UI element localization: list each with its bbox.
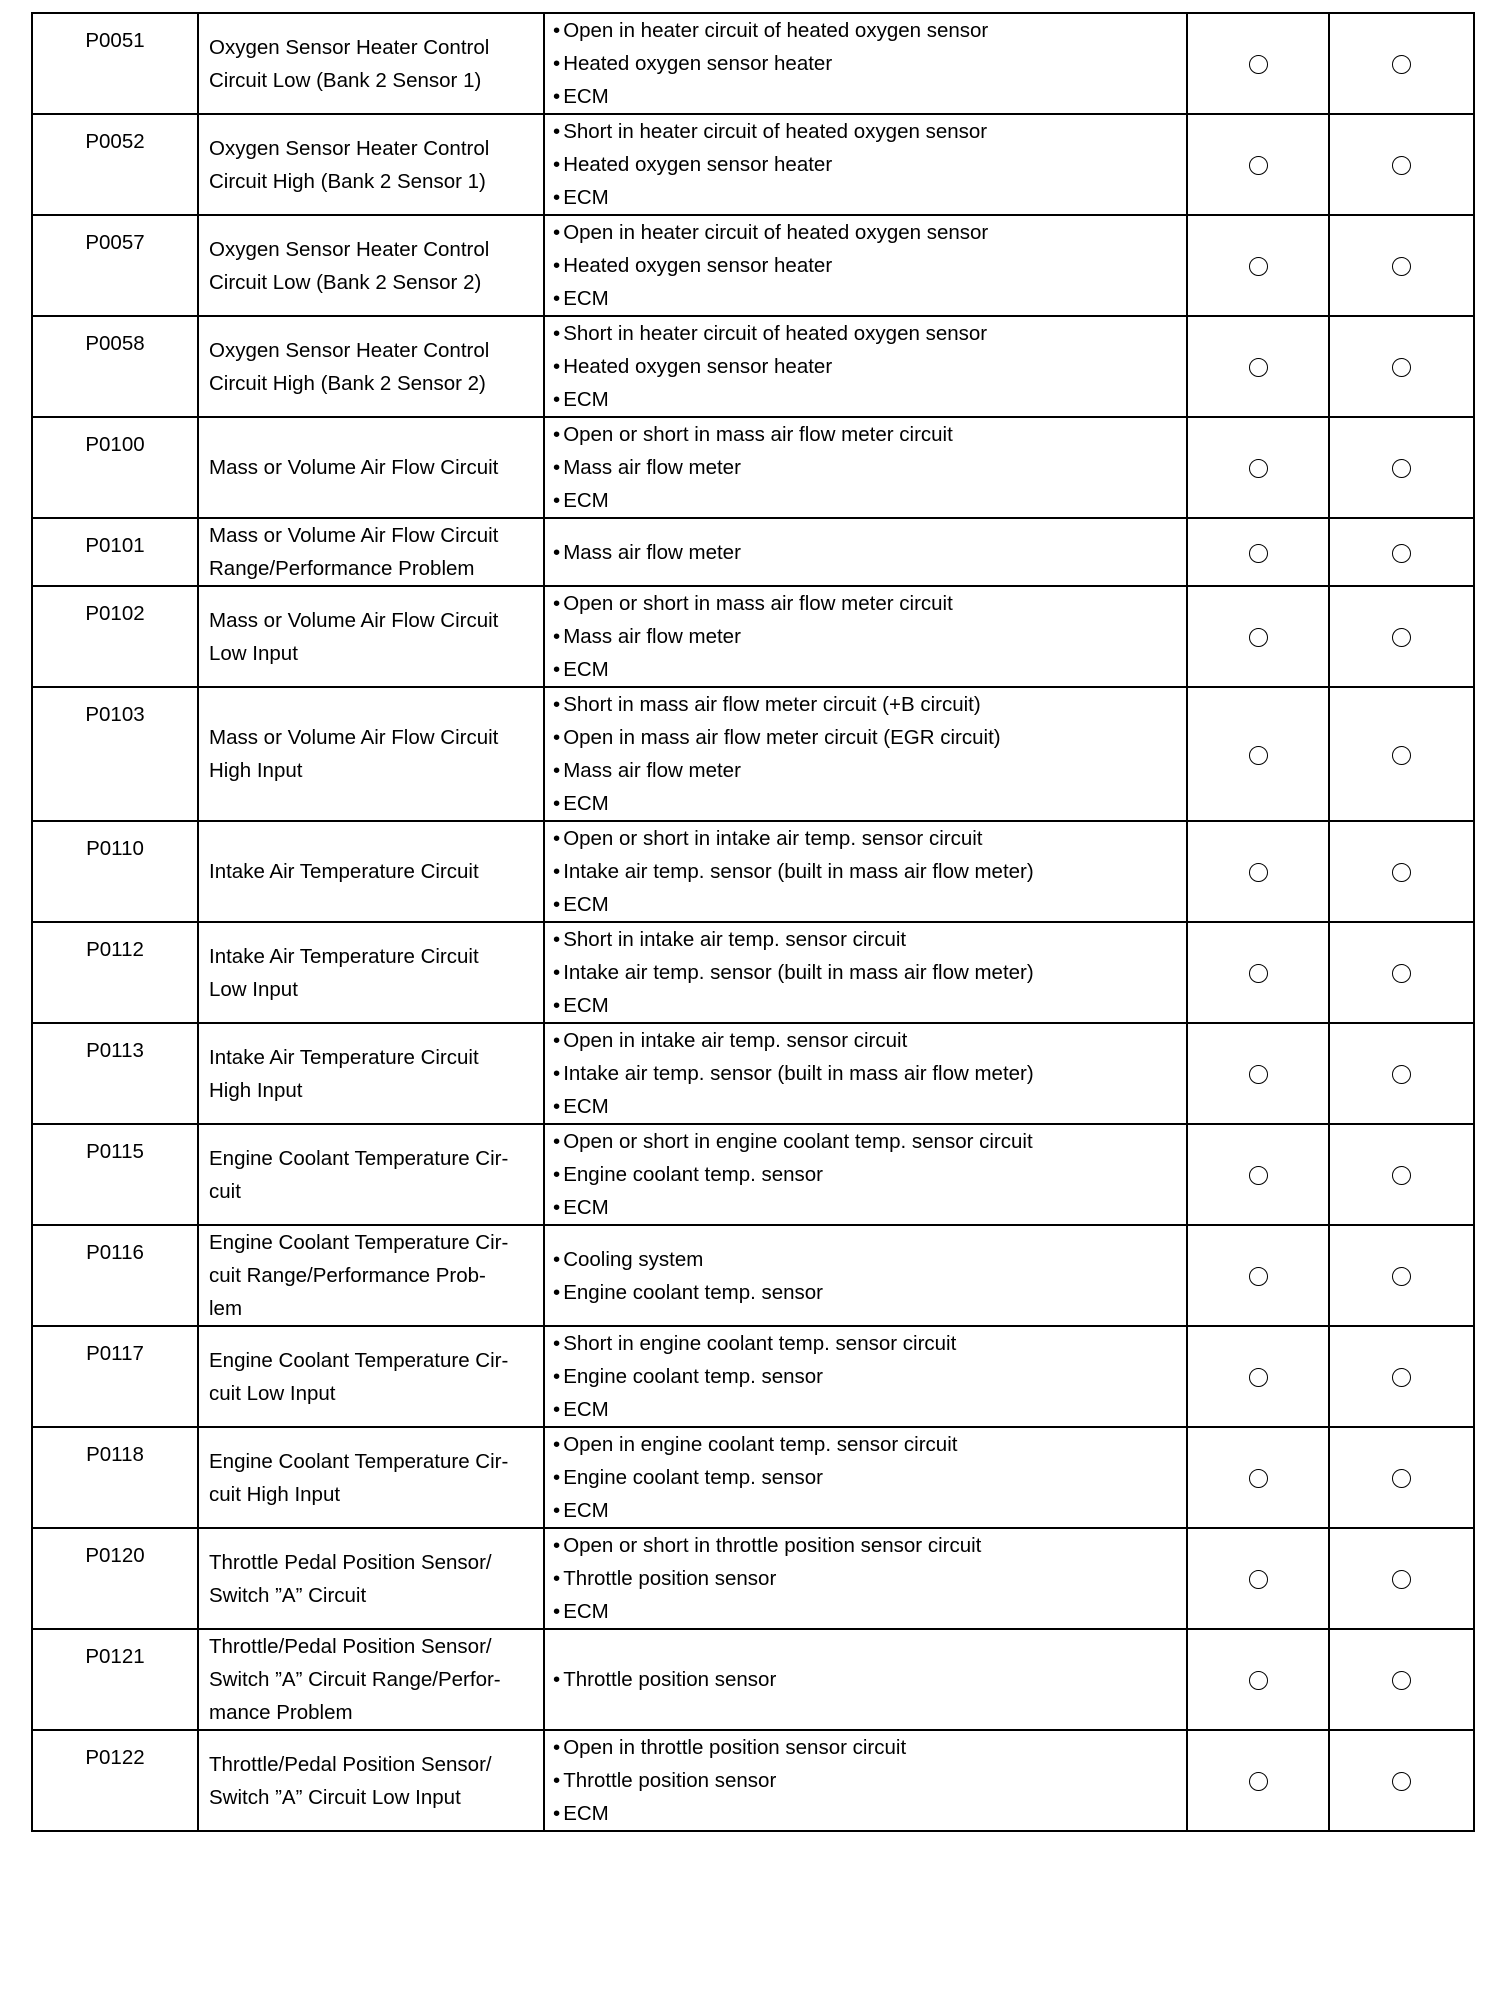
trouble-area-list <box>544 114 1187 215</box>
dtc-code: P0058 <box>32 316 198 417</box>
mil-circle-icon <box>1249 863 1268 882</box>
trouble-area-item: • Open or short in intake air temp. sensor circuit <box>553 822 1186 855</box>
memory-circle-icon <box>1392 964 1411 983</box>
memory-cell <box>1329 1023 1474 1124</box>
mil-circle-icon <box>1249 1772 1268 1791</box>
dtc-code: P0113 <box>32 1023 198 1124</box>
trouble-area-item: • ECM <box>553 1595 1186 1628</box>
trouble-area-item: • ECM <box>553 1191 1186 1224</box>
dtc-code: P0112 <box>32 922 198 1023</box>
memory-circle-icon <box>1392 1166 1411 1185</box>
detection-item: Engine Coolant Temperature Cir- cuit <box>198 1124 544 1225</box>
trouble-area-list <box>544 821 1187 922</box>
mil-circle-icon <box>1249 1368 1268 1387</box>
memory-circle-icon <box>1392 746 1411 765</box>
table-row <box>32 1629 1474 1730</box>
table-row <box>32 114 1474 215</box>
trouble-area-item: • Open or short in throttle position sensor circuit <box>553 1529 1186 1562</box>
trouble-area-item: • ECM <box>553 484 1186 517</box>
mil-cell <box>1187 1023 1329 1124</box>
detection-item: Mass or Volume Air Flow Circuit High Input <box>198 687 544 821</box>
trouble-area-item: • ECM <box>553 181 1186 214</box>
trouble-area-item: • Open or short in mass air flow meter circuit <box>553 418 1186 451</box>
table-row <box>32 821 1474 922</box>
memory-cell <box>1329 1528 1474 1629</box>
trouble-area-item: • ECM <box>553 80 1186 113</box>
mil-cell <box>1187 1225 1329 1326</box>
mil-cell <box>1187 821 1329 922</box>
memory-circle-icon <box>1392 156 1411 175</box>
detection-item: Mass or Volume Air Flow Circuit <box>198 417 544 518</box>
memory-cell <box>1329 1225 1474 1326</box>
trouble-area-item: • Mass air flow meter <box>553 451 1186 484</box>
mil-cell <box>1187 215 1329 316</box>
table-row <box>32 316 1474 417</box>
table-row <box>32 687 1474 821</box>
memory-cell <box>1329 922 1474 1023</box>
trouble-area-item: • Open or short in engine coolant temp. sensor circuit <box>553 1125 1186 1158</box>
trouble-area-item: • Open in heater circuit of heated oxygen sensor <box>553 14 1186 47</box>
trouble-area-list <box>544 1528 1187 1629</box>
trouble-area-item: • ECM <box>553 1090 1186 1123</box>
dtc-code: P0051 <box>32 13 198 114</box>
memory-circle-icon <box>1392 1671 1411 1690</box>
mil-circle-icon <box>1249 964 1268 983</box>
trouble-area-item: • Short in heater circuit of heated oxygen sensor <box>553 317 1186 350</box>
memory-cell <box>1329 417 1474 518</box>
trouble-area-item: • Heated oxygen sensor heater <box>553 47 1186 80</box>
mil-cell <box>1187 114 1329 215</box>
trouble-area-item: • Cooling system <box>553 1243 1186 1276</box>
trouble-area-list <box>544 518 1187 586</box>
trouble-area-item: • Open in mass air flow meter circuit (EGR circuit) <box>553 721 1186 754</box>
trouble-area-item: • ECM <box>553 1393 1186 1426</box>
trouble-area-item: • ECM <box>553 383 1186 416</box>
dtc-code: P0052 <box>32 114 198 215</box>
memory-cell <box>1329 1629 1474 1730</box>
dtc-code: P0121 <box>32 1629 198 1730</box>
mil-cell <box>1187 1730 1329 1831</box>
dtc-code: P0110 <box>32 821 198 922</box>
memory-circle-icon <box>1392 863 1411 882</box>
detection-item: Intake Air Temperature Circuit Low Input <box>198 922 544 1023</box>
trouble-area-item: • Short in heater circuit of heated oxygen sensor <box>553 115 1186 148</box>
memory-cell <box>1329 821 1474 922</box>
trouble-area-item: • ECM <box>553 888 1186 921</box>
mil-circle-icon <box>1249 1570 1268 1589</box>
table-row <box>32 13 1474 114</box>
table-row <box>32 1225 1474 1326</box>
mil-circle-icon <box>1249 257 1268 276</box>
table-row <box>32 922 1474 1023</box>
memory-circle-icon <box>1392 628 1411 647</box>
trouble-area-item: • Intake air temp. sensor (built in mass air flow meter) <box>553 855 1186 888</box>
memory-cell <box>1329 114 1474 215</box>
trouble-area-list <box>544 215 1187 316</box>
trouble-area-item: • Short in mass air flow meter circuit (+B circuit) <box>553 688 1186 721</box>
table-row <box>32 1730 1474 1831</box>
detection-item: Intake Air Temperature Circuit High Input <box>198 1023 544 1124</box>
table-row <box>32 1023 1474 1124</box>
mil-cell <box>1187 1326 1329 1427</box>
dtc-code: P0102 <box>32 586 198 687</box>
mil-cell <box>1187 417 1329 518</box>
detection-item: Throttle/Pedal Position Sensor/ Switch ”A” Circuit Low Input <box>198 1730 544 1831</box>
memory-cell <box>1329 586 1474 687</box>
memory-circle-icon <box>1392 257 1411 276</box>
mil-cell <box>1187 1629 1329 1730</box>
trouble-area-list <box>544 1023 1187 1124</box>
trouble-area-list <box>544 1629 1187 1730</box>
trouble-area-item: • ECM <box>553 282 1186 315</box>
trouble-area-list <box>544 586 1187 687</box>
mil-cell <box>1187 687 1329 821</box>
table-row <box>32 518 1474 586</box>
trouble-area-item: • ECM <box>553 653 1186 686</box>
trouble-area-item: • Heated oxygen sensor heater <box>553 148 1186 181</box>
trouble-area-item: • Open in heater circuit of heated oxygen sensor <box>553 216 1186 249</box>
trouble-area-item: • ECM <box>553 1494 1186 1527</box>
mil-cell <box>1187 922 1329 1023</box>
trouble-area-item: • ECM <box>553 787 1186 820</box>
detection-item: Engine Coolant Temperature Cir- cuit Low Input <box>198 1326 544 1427</box>
memory-cell <box>1329 215 1474 316</box>
dtc-code: P0057 <box>32 215 198 316</box>
mil-cell <box>1187 586 1329 687</box>
trouble-area-item: • Engine coolant temp. sensor <box>553 1158 1186 1191</box>
mil-circle-icon <box>1249 1166 1268 1185</box>
mil-circle-icon <box>1249 1469 1268 1488</box>
memory-circle-icon <box>1392 358 1411 377</box>
trouble-area-item: • Open in intake air temp. sensor circuit <box>553 1024 1186 1057</box>
detection-item: Oxygen Sensor Heater Control Circuit Low (Bank 2 Sensor 1) <box>198 13 544 114</box>
trouble-area-item: • Intake air temp. sensor (built in mass air flow meter) <box>553 956 1186 989</box>
mil-cell <box>1187 518 1329 586</box>
trouble-area-item: • Engine coolant temp. sensor <box>553 1461 1186 1494</box>
mil-cell <box>1187 1124 1329 1225</box>
trouble-area-list <box>544 417 1187 518</box>
trouble-area-list <box>544 922 1187 1023</box>
detection-item: Oxygen Sensor Heater Control Circuit High (Bank 2 Sensor 1) <box>198 114 544 215</box>
trouble-area-item: • Short in engine coolant temp. sensor circuit <box>553 1327 1186 1360</box>
memory-circle-icon <box>1392 55 1411 74</box>
detection-item: Engine Coolant Temperature Cir- cuit High Input <box>198 1427 544 1528</box>
trouble-area-item: • Heated oxygen sensor heater <box>553 249 1186 282</box>
memory-cell <box>1329 1326 1474 1427</box>
memory-cell <box>1329 687 1474 821</box>
trouble-area-list <box>544 1326 1187 1427</box>
mil-circle-icon <box>1249 628 1268 647</box>
memory-circle-icon <box>1392 1772 1411 1791</box>
trouble-area-item: • Throttle position sensor <box>553 1663 1186 1696</box>
mil-cell <box>1187 13 1329 114</box>
trouble-area-item: • Mass air flow meter <box>553 754 1186 787</box>
memory-cell <box>1329 518 1474 586</box>
trouble-area-item: • Engine coolant temp. sensor <box>553 1360 1186 1393</box>
detection-item: Oxygen Sensor Heater Control Circuit Low (Bank 2 Sensor 2) <box>198 215 544 316</box>
trouble-area-item: • ECM <box>553 989 1186 1022</box>
table-row <box>32 1124 1474 1225</box>
detection-item: Throttle/Pedal Position Sensor/ Switch ”A” Circuit Range/Perfor- mance Problem <box>198 1629 544 1730</box>
detection-item: Intake Air Temperature Circuit <box>198 821 544 922</box>
dtc-code: P0100 <box>32 417 198 518</box>
trouble-area-item: • Engine coolant temp. sensor <box>553 1276 1186 1309</box>
memory-circle-icon <box>1392 1065 1411 1084</box>
trouble-area-item: • ECM <box>553 1797 1186 1830</box>
memory-cell <box>1329 1427 1474 1528</box>
trouble-area-item: • Throttle position sensor <box>553 1562 1186 1595</box>
trouble-area-item: • Open in engine coolant temp. sensor circuit <box>553 1428 1186 1461</box>
mil-circle-icon <box>1249 459 1268 478</box>
dtc-code: P0118 <box>32 1427 198 1528</box>
memory-circle-icon <box>1392 1469 1411 1488</box>
memory-cell <box>1329 1730 1474 1831</box>
table-row <box>32 417 1474 518</box>
dtc-table-body <box>32 13 1474 1831</box>
dtc-code: P0122 <box>32 1730 198 1831</box>
memory-circle-icon <box>1392 1267 1411 1286</box>
memory-cell <box>1329 1124 1474 1225</box>
mil-cell <box>1187 316 1329 417</box>
dtc-table <box>31 12 1475 1832</box>
memory-circle-icon <box>1392 459 1411 478</box>
trouble-area-item: • Open or short in mass air flow meter circuit <box>553 587 1186 620</box>
trouble-area-item: • Intake air temp. sensor (built in mass air flow meter) <box>553 1057 1186 1090</box>
mil-cell <box>1187 1528 1329 1629</box>
detection-item: Mass or Volume Air Flow Circuit Low Input <box>198 586 544 687</box>
memory-circle-icon <box>1392 544 1411 563</box>
memory-cell <box>1329 13 1474 114</box>
trouble-area-list <box>544 687 1187 821</box>
trouble-area-item: • Throttle position sensor <box>553 1764 1186 1797</box>
trouble-area-item: • Mass air flow meter <box>553 620 1186 653</box>
mil-circle-icon <box>1249 544 1268 563</box>
mil-circle-icon <box>1249 1065 1268 1084</box>
table-row <box>32 1528 1474 1629</box>
trouble-area-list <box>544 1730 1187 1831</box>
trouble-area-item: • Heated oxygen sensor heater <box>553 350 1186 383</box>
trouble-area-list <box>544 1225 1187 1326</box>
table-row <box>32 586 1474 687</box>
trouble-area-item: • Short in intake air temp. sensor circuit <box>553 923 1186 956</box>
dtc-code: P0116 <box>32 1225 198 1326</box>
dtc-code: P0101 <box>32 518 198 586</box>
dtc-code: P0120 <box>32 1528 198 1629</box>
dtc-code: P0117 <box>32 1326 198 1427</box>
mil-cell <box>1187 1427 1329 1528</box>
dtc-code: P0103 <box>32 687 198 821</box>
detection-item: Throttle Pedal Position Sensor/ Switch ”A” Circuit <box>198 1528 544 1629</box>
trouble-area-list <box>544 1427 1187 1528</box>
dtc-code: P0115 <box>32 1124 198 1225</box>
memory-circle-icon <box>1392 1570 1411 1589</box>
trouble-area-list <box>544 1124 1187 1225</box>
detection-item: Oxygen Sensor Heater Control Circuit High (Bank 2 Sensor 2) <box>198 316 544 417</box>
mil-circle-icon <box>1249 55 1268 74</box>
mil-circle-icon <box>1249 1267 1268 1286</box>
detection-item: Mass or Volume Air Flow Circuit Range/Performance Problem <box>198 518 544 586</box>
table-row <box>32 215 1474 316</box>
mil-circle-icon <box>1249 358 1268 377</box>
table-row <box>32 1427 1474 1528</box>
mil-circle-icon <box>1249 1671 1268 1690</box>
mil-circle-icon <box>1249 746 1268 765</box>
detection-item: Engine Coolant Temperature Cir- cuit Range/Performance Prob- lem <box>198 1225 544 1326</box>
trouble-area-list <box>544 13 1187 114</box>
mil-circle-icon <box>1249 156 1268 175</box>
memory-circle-icon <box>1392 1368 1411 1387</box>
table-row <box>32 1326 1474 1427</box>
trouble-area-list <box>544 316 1187 417</box>
trouble-area-item: • Open in throttle position sensor circuit <box>553 1731 1186 1764</box>
trouble-area-item: • Mass air flow meter <box>553 536 1186 569</box>
memory-cell <box>1329 316 1474 417</box>
